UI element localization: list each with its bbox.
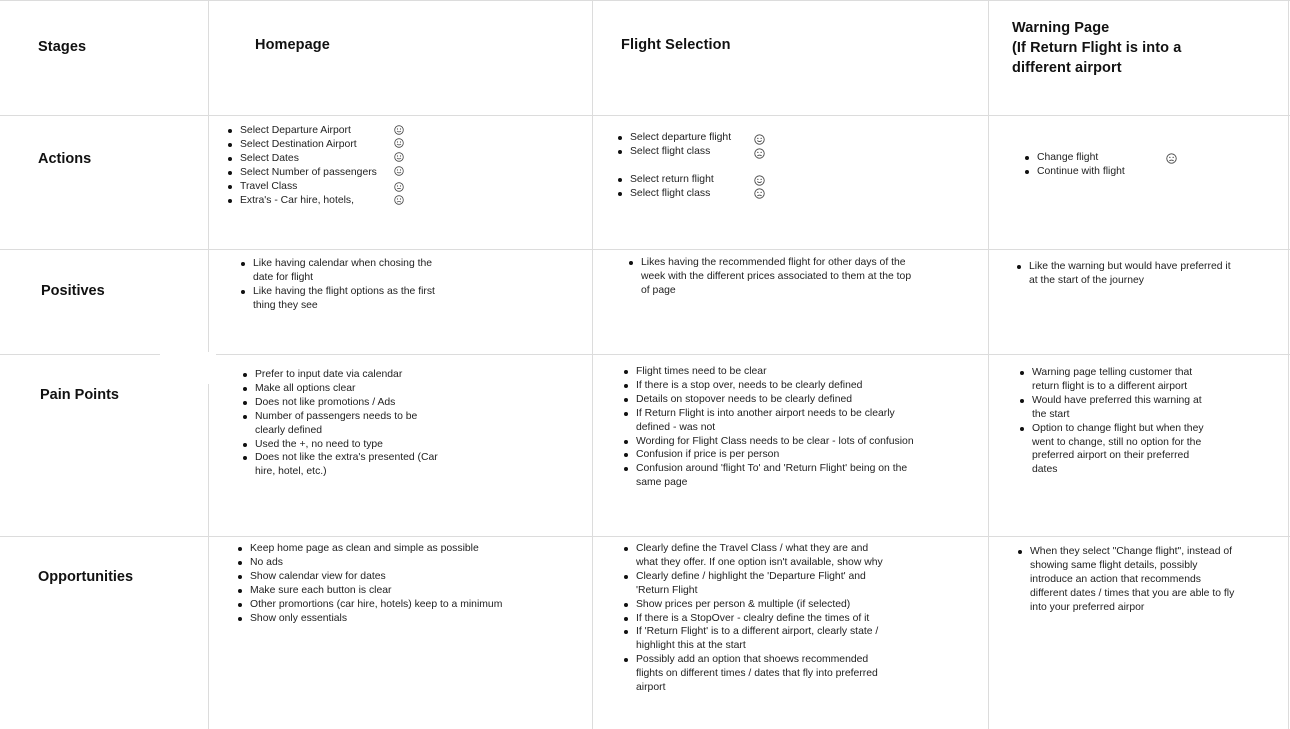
list-item: Change flight	[1037, 151, 1221, 165]
smiley-happy-icon	[754, 175, 764, 185]
list-item: Likes having the recommended flight for other days of the week with the different prices associated to them at the top of page	[641, 256, 921, 298]
list-item: Does not like promotions / Ads	[255, 396, 439, 410]
list-item: No ads	[250, 556, 534, 570]
smiley-happy-icon	[394, 125, 404, 135]
grid-line-row3b	[216, 354, 1290, 355]
list-item: Other promortions (car hire, hotels) keep to a minimum	[250, 598, 534, 612]
smiley-sad-icon	[1166, 153, 1176, 163]
list-item: Prefer to input date via calendar	[255, 368, 439, 382]
list-item: Extra's - Car hire, hotels,	[240, 194, 424, 208]
list-item: Select return flight	[630, 173, 814, 187]
list-item: Like having the flight options as the first thing they see	[253, 285, 437, 313]
positives-warning-page-list	[1013, 260, 1233, 288]
list-item: Flight times need to be clear	[636, 365, 920, 379]
list-item: If there is a StopOver - clealry define the times of it	[636, 612, 884, 626]
list-item: Wording for Flight Class needs to be clear - lots of confusion	[636, 435, 920, 449]
grid-line-col1b	[208, 384, 209, 729]
list-item: Travel Class	[240, 180, 424, 194]
grid-line-right	[1288, 0, 1289, 729]
actions-warning-page-list	[1021, 151, 1221, 179]
column-header-stages: Stages	[38, 39, 87, 55]
list-item: If 'Return Flight' is to a different airport, clearly state / highlight this at the start	[636, 625, 884, 653]
column-header-warning-page	[1012, 18, 1181, 78]
list-item: Select departure flight	[630, 131, 814, 145]
list-item: Used the +, no need to type	[255, 438, 439, 452]
row-label-pain-points: Pain Points	[40, 387, 119, 403]
warning-page-subtitle: (If Return Flight is into a	[1012, 40, 1182, 56]
list-item: Number of passengers needs to be clearly defined	[255, 410, 439, 438]
opportunities-homepage-list	[234, 542, 534, 625]
row-label-actions: Actions	[38, 151, 92, 167]
list-item: Select flight class	[630, 145, 814, 159]
list-item: Like the warning but would have preferred it at the start of the journey	[1029, 260, 1233, 288]
list-item: Show only essentials	[250, 612, 534, 626]
list-item: Clearly define / highlight the 'Departure Flight' and 'Return Flight	[636, 570, 884, 598]
list-item: Option to change flight but when they went to change, still no option for the preferred airport on their preferred dates	[1032, 422, 1210, 478]
column-header-flight-selection: Flight Selection	[621, 37, 731, 53]
warning-page-subtitle-cont: different airport	[1012, 60, 1122, 76]
warning-page-title: Warning Page	[1012, 20, 1110, 36]
pain-points-homepage-list	[239, 368, 439, 479]
list-item: Does not like the extra's presented (Car hire, hotel, etc.)	[255, 452, 438, 478]
grid-line-row4	[0, 536, 1290, 537]
list-item: Select Destination Airport	[240, 138, 424, 152]
list-item: Would have preferred this warning at the start	[1032, 394, 1210, 422]
smiley-neutral-icon	[394, 182, 404, 192]
list-item: Select Departure Airport	[240, 124, 424, 138]
list-item: Details on stopover needs to be clearly defined	[636, 393, 920, 407]
positives-flight-selection-list	[625, 256, 921, 298]
row-label-opportunities: Opportunities	[38, 569, 134, 585]
pain-points-warning-page-list	[1016, 366, 1210, 477]
positives-homepage-list	[237, 257, 437, 313]
list-item: Make all options clear	[255, 382, 439, 396]
column-header-homepage: Homepage	[255, 37, 330, 53]
smiley-happy-icon	[394, 152, 404, 162]
list-item: Continue with flight	[1037, 165, 1221, 179]
smiley-sad-icon	[394, 195, 404, 205]
grid-line-col1a	[208, 0, 209, 352]
grid-line-row3a	[0, 354, 160, 355]
list-item: Keep home page as clean and simple as possible	[250, 542, 534, 556]
pain-points-flight-selection-list	[620, 365, 920, 490]
list-item: Warning page telling customer that return flight is to a different airport	[1032, 366, 1210, 394]
list-item: Confusion if price is per person	[636, 448, 920, 462]
list-item: If there is a stop over, needs to be clearly defined	[636, 379, 920, 393]
opportunities-flight-selection-list	[620, 542, 884, 695]
list-item: Possibly add an option that shoews recommended flights on different times / dates that fly into preferred airport	[636, 653, 884, 695]
grid-line-top	[0, 0, 1290, 1]
list-item: When they select "Change flight", instead of showing same flight details, possibly introduce an action that recommends different dates / times that you are able to fly into your preferred airpor	[1030, 546, 1235, 613]
list-item: Like having calendar when chosing the date for flight	[253, 257, 437, 285]
list-item: If Return Flight is into another airport needs to be clearly defined - was not	[636, 407, 920, 435]
smiley-sad-icon	[754, 148, 764, 158]
smiley-happy-icon	[394, 138, 404, 148]
list-item: Select Number of passengers	[240, 166, 424, 180]
list-item: Show calendar view for dates	[250, 570, 534, 584]
list-item: Clearly define the Travel Class / what they are and what they offer. If one option isn't available, show why	[636, 543, 883, 568]
list-item: Select Dates	[240, 152, 424, 166]
smiley-sad-icon	[754, 188, 764, 198]
list-item: Make sure each button is clear	[250, 584, 534, 598]
opportunities-warning-page-list	[1014, 545, 1236, 615]
actions-flight-selection-list	[614, 131, 814, 201]
list-item: Select flight class	[630, 187, 814, 201]
smiley-happy-icon	[394, 166, 404, 176]
row-label-positives: Positives	[41, 283, 105, 299]
grid-line-row1	[0, 115, 1290, 116]
smiley-happy-icon	[754, 134, 764, 144]
grid-line-col2	[592, 0, 593, 729]
grid-line-row2	[0, 249, 1290, 250]
list-item: Show prices per person & multiple (if selected)	[636, 598, 884, 612]
grid-line-col3	[988, 0, 989, 729]
list-item: Confusion around 'flight To' and 'Return Flight' being on the same page	[636, 462, 920, 490]
